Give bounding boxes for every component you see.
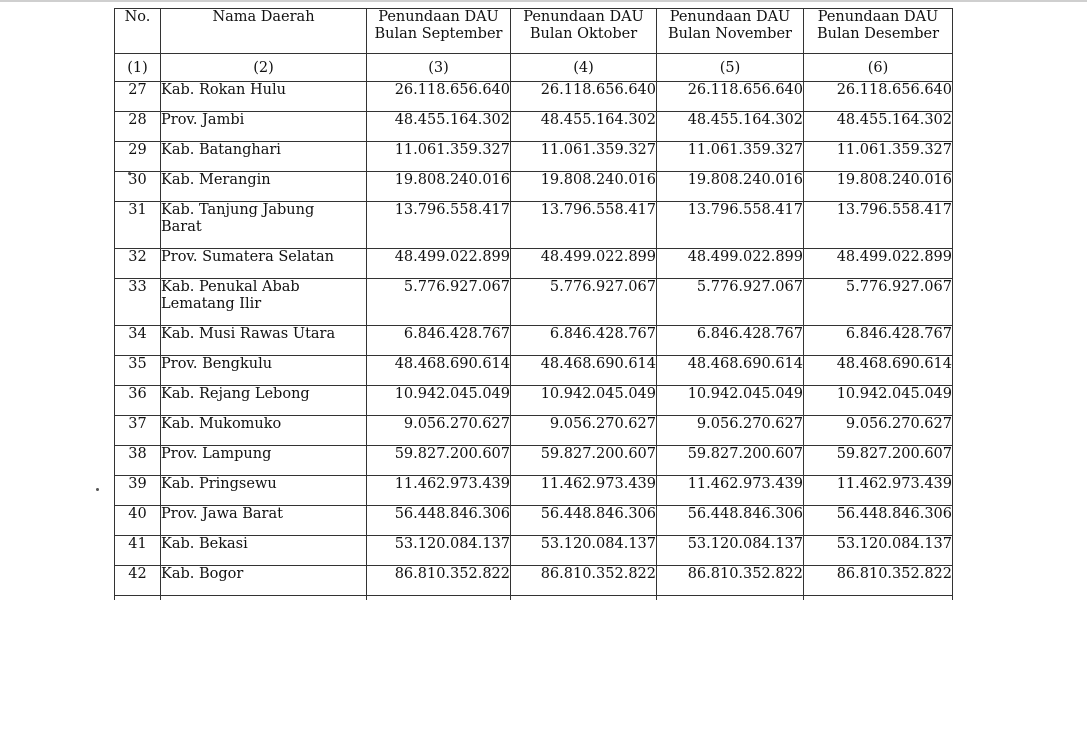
region-name-line: Kab. Bekasi — [161, 536, 248, 552]
region-name-line: Kab. Rokan Hulu — [161, 82, 286, 98]
header-november: Penundaan DAU Bulan November — [657, 9, 804, 54]
region-name-line: Kab. Tanjung Jabung — [161, 202, 315, 218]
value-september: 53.120.084.137 — [367, 536, 511, 566]
table-row — [115, 566, 953, 596]
value-september: 48.499.022.899 — [367, 249, 511, 279]
value-desember: 48.455.164.302 — [804, 112, 953, 142]
value-desember: 13.796.558.417 — [804, 202, 953, 249]
value-november: 53.120.084.137 — [657, 536, 804, 566]
value-september: 13.796.558.417 — [367, 202, 511, 249]
value-november: 56.448.846.306 — [657, 506, 804, 536]
scan-speck — [96, 488, 99, 491]
region-name-line: Prov. Bengkulu — [161, 356, 273, 372]
row-number: 37 — [115, 416, 161, 446]
header-no: No. — [115, 9, 161, 54]
value-desember: 53.120.084.137 — [804, 536, 953, 566]
row-number: 36 — [115, 386, 161, 416]
value-desember: 48.468.690.614 — [804, 356, 953, 386]
region-name — [161, 112, 367, 142]
value-desember: 6.846.428.767 — [804, 326, 953, 356]
value-desember: 56.448.846.306 — [804, 506, 953, 536]
region-name-line: Prov. Jawa Barat — [161, 506, 283, 522]
region-name — [161, 172, 367, 202]
column-index: (4) — [511, 54, 657, 82]
value-desember: 59.827.200.607 — [804, 446, 953, 476]
table-row — [115, 386, 953, 416]
region-name-line: Kab. Merangin — [161, 172, 271, 188]
row-number: 34 — [115, 326, 161, 356]
value-oktober: 86.810.352.822 — [511, 566, 657, 596]
table-row — [115, 446, 953, 476]
value-desember: 5.776.927.067 — [804, 279, 953, 326]
row-number: 40 — [115, 506, 161, 536]
empty-cell — [657, 596, 804, 601]
value-oktober: 10.942.045.049 — [511, 386, 657, 416]
empty-cell — [161, 596, 367, 601]
region-name — [161, 506, 367, 536]
row-number: 32 — [115, 249, 161, 279]
value-september: 48.468.690.614 — [367, 356, 511, 386]
region-name-line: Prov. Sumatera Selatan — [161, 249, 334, 265]
row-number: 41 — [115, 536, 161, 566]
region-name-line: Prov. Lampung — [161, 446, 272, 462]
value-oktober: 11.462.973.439 — [511, 476, 657, 506]
value-november: 6.846.428.767 — [657, 326, 804, 356]
region-name-line: Kab. Musi Rawas Utara — [161, 326, 336, 342]
value-oktober: 11.061.359.327 — [511, 142, 657, 172]
row-number: 31 — [115, 202, 161, 249]
empty-cell — [367, 596, 511, 601]
table-row — [115, 172, 953, 202]
row-number: 28 — [115, 112, 161, 142]
table-row — [115, 249, 953, 279]
region-name-line: Kab. Rejang Lebong — [161, 386, 310, 402]
value-september: 19.808.240.016 — [367, 172, 511, 202]
value-september: 48.455.164.302 — [367, 112, 511, 142]
table-row — [115, 536, 953, 566]
value-oktober: 56.448.846.306 — [511, 506, 657, 536]
table-row — [115, 416, 953, 446]
value-november: 5.776.927.067 — [657, 279, 804, 326]
empty-cell — [511, 596, 657, 601]
row-number: 35 — [115, 356, 161, 386]
value-november: 9.056.270.627 — [657, 416, 804, 446]
value-oktober: 5.776.927.067 — [511, 279, 657, 326]
header-september: Penundaan DAU Bulan September — [367, 9, 511, 54]
region-name — [161, 416, 367, 446]
region-name — [161, 279, 367, 326]
region-name-line: Lematang Ilir — [161, 296, 262, 312]
region-name-line: Kab. Pringsewu — [161, 476, 277, 492]
row-number: 29 — [115, 142, 161, 172]
value-oktober: 6.846.428.767 — [511, 326, 657, 356]
region-name — [161, 249, 367, 279]
region-name — [161, 536, 367, 566]
value-september: 11.462.973.439 — [367, 476, 511, 506]
region-name — [161, 202, 367, 249]
empty-cell — [804, 596, 953, 601]
value-oktober: 19.808.240.016 — [511, 172, 657, 202]
value-desember: 10.942.045.049 — [804, 386, 953, 416]
value-oktober: 48.468.690.614 — [511, 356, 657, 386]
column-index: (3) — [367, 54, 511, 82]
value-september: 5.776.927.067 — [367, 279, 511, 326]
row-number: 33 — [115, 279, 161, 326]
column-index-row — [115, 54, 953, 82]
value-november: 48.468.690.614 — [657, 356, 804, 386]
value-november: 48.499.022.899 — [657, 249, 804, 279]
value-desember: 19.808.240.016 — [804, 172, 953, 202]
region-name-line: Barat — [161, 219, 202, 235]
value-september: 56.448.846.306 — [367, 506, 511, 536]
value-november: 13.796.558.417 — [657, 202, 804, 249]
region-name-line: Kab. Penukal Abab — [161, 279, 300, 295]
value-oktober: 53.120.084.137 — [511, 536, 657, 566]
header-row — [115, 9, 953, 54]
region-name-line: Kab. Mukomuko — [161, 416, 282, 432]
region-name-line: Prov. Jambi — [161, 112, 245, 128]
value-desember: 26.118.656.640 — [804, 82, 953, 112]
column-index: (5) — [657, 54, 804, 82]
dau-deferral-table — [114, 8, 953, 600]
region-name — [161, 356, 367, 386]
value-oktober: 9.056.270.627 — [511, 416, 657, 446]
row-number: 30 — [115, 172, 161, 202]
region-name — [161, 386, 367, 416]
value-oktober: 48.499.022.899 — [511, 249, 657, 279]
value-september: 59.827.200.607 — [367, 446, 511, 476]
value-oktober: 48.455.164.302 — [511, 112, 657, 142]
value-desember: 11.462.973.439 — [804, 476, 953, 506]
value-desember: 48.499.022.899 — [804, 249, 953, 279]
column-index: (2) — [161, 54, 367, 82]
region-name — [161, 566, 367, 596]
table-row — [115, 356, 953, 386]
table-row — [115, 82, 953, 112]
table-row — [115, 202, 953, 249]
header-nama-daerah: Nama Daerah — [161, 9, 367, 54]
empty-cell — [115, 596, 161, 601]
page-top-edge — [0, 0, 1087, 2]
value-november: 11.061.359.327 — [657, 142, 804, 172]
table-row — [115, 142, 953, 172]
value-september: 26.118.656.640 — [367, 82, 511, 112]
value-september: 9.056.270.627 — [367, 416, 511, 446]
table-row — [115, 279, 953, 326]
region-name-line: Kab. Bogor — [161, 566, 244, 582]
value-september: 11.061.359.327 — [367, 142, 511, 172]
table-row — [115, 506, 953, 536]
value-november: 19.808.240.016 — [657, 172, 804, 202]
table-row-continuation — [115, 596, 953, 601]
value-november: 26.118.656.640 — [657, 82, 804, 112]
value-oktober: 26.118.656.640 — [511, 82, 657, 112]
row-number: 39 — [115, 476, 161, 506]
value-desember: 11.061.359.327 — [804, 142, 953, 172]
value-desember: 86.810.352.822 — [804, 566, 953, 596]
value-november: 10.942.045.049 — [657, 386, 804, 416]
table-row — [115, 326, 953, 356]
region-name — [161, 446, 367, 476]
value-oktober: 13.796.558.417 — [511, 202, 657, 249]
header-oktober: Penundaan DAU Bulan Oktober — [511, 9, 657, 54]
table-row — [115, 112, 953, 142]
region-name — [161, 476, 367, 506]
column-index: (6) — [804, 54, 953, 82]
region-name — [161, 82, 367, 112]
region-name — [161, 142, 367, 172]
table-row — [115, 476, 953, 506]
column-index: (1) — [115, 54, 161, 82]
row-number: 38 — [115, 446, 161, 476]
value-november: 48.455.164.302 — [657, 112, 804, 142]
value-september: 86.810.352.822 — [367, 566, 511, 596]
value-november: 86.810.352.822 — [657, 566, 804, 596]
value-september: 10.942.045.049 — [367, 386, 511, 416]
row-number: 27 — [115, 82, 161, 112]
region-name — [161, 326, 367, 356]
value-november: 11.462.973.439 — [657, 476, 804, 506]
value-november: 59.827.200.607 — [657, 446, 804, 476]
value-desember: 9.056.270.627 — [804, 416, 953, 446]
region-name-line: Kab. Batanghari — [161, 142, 281, 158]
value-oktober: 59.827.200.607 — [511, 446, 657, 476]
header-desember: Penundaan DAU Bulan Desember — [804, 9, 953, 54]
value-september: 6.846.428.767 — [367, 326, 511, 356]
row-number: 42 — [115, 566, 161, 596]
